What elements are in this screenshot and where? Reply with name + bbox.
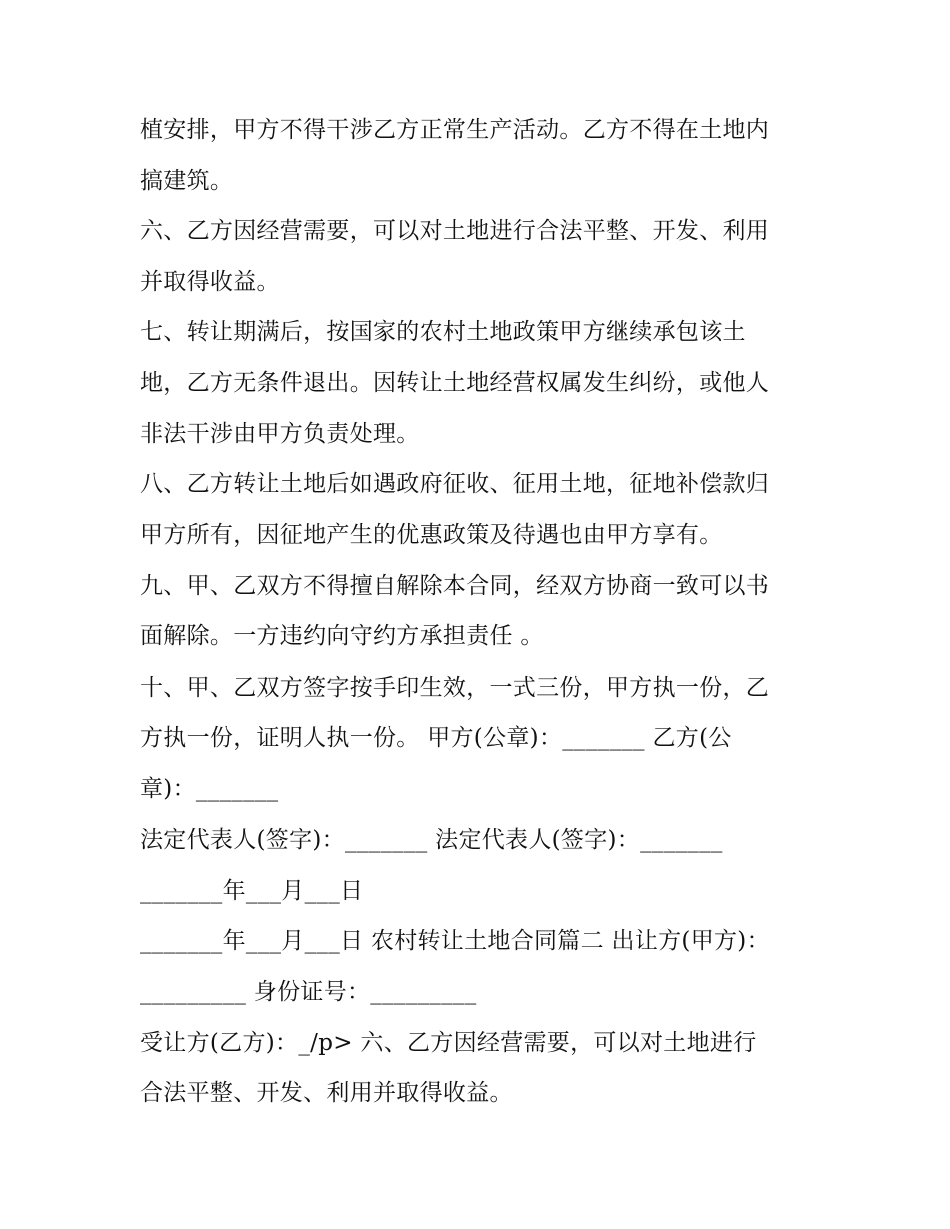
text-line-16: _______年___月___日 [140, 878, 364, 904]
text-line-6: 地，乙方无条件退出。因转让土地经营权属发生纠纷，或他人 [140, 370, 770, 396]
text-line-15: 法定代表人(签字)：_______ 法定代表人(签字)：_______ [140, 827, 723, 853]
text-line-9: 甲方所有，因征地产生的优惠政策及待遇也由甲方享有。 [140, 522, 723, 548]
text-line-7: 非法干涉由甲方负责处理。 [140, 421, 420, 447]
text-line-17: _______年___月___日 农村转让土地合同篇二 出让方(甲方)： [140, 928, 770, 954]
text-line-13: 方执一份，证明人执一份。 甲方(公章)：_______ 乙方(公 [140, 725, 732, 751]
text-line-11: 面解除。一方违约向守约方承担责任 。 [140, 623, 544, 649]
text-line-10: 九、甲、乙双方不得擅自解除本合同，经双方协商一致可以书 [140, 573, 770, 599]
text-line-1: 植安排，甲方不得干涉乙方正常生产活动。乙方不得在土地内 [140, 117, 770, 143]
text-line-3: 六、乙方因经营需要，可以对土地进行合法平整、开发、利用 [140, 218, 770, 244]
text-line-12: 十、甲、乙双方签字按手印生效，一式三份，甲方执一份，乙 [140, 675, 770, 701]
text-line-19: 受让方(乙方)：_/p> 六、乙方因经营需要，可以对土地进行 [140, 1030, 757, 1056]
text-line-14: 章)：_______ [140, 776, 279, 802]
text-line-4: 并取得收益。 [140, 269, 280, 295]
text-line-5: 七、转让期满后，按国家的农村土地政策甲方继续承包该土 [140, 319, 746, 345]
text-line-20: 合法平整、开发、利用并取得收益。 [140, 1080, 513, 1106]
text-line-18: _________ 身份证号：_________ [140, 979, 477, 1005]
text-line-8: 八、乙方转让土地后如遇政府征收、征用土地，征地补偿款归 [140, 471, 770, 497]
text-line-2: 搞建筑。 [140, 168, 234, 194]
